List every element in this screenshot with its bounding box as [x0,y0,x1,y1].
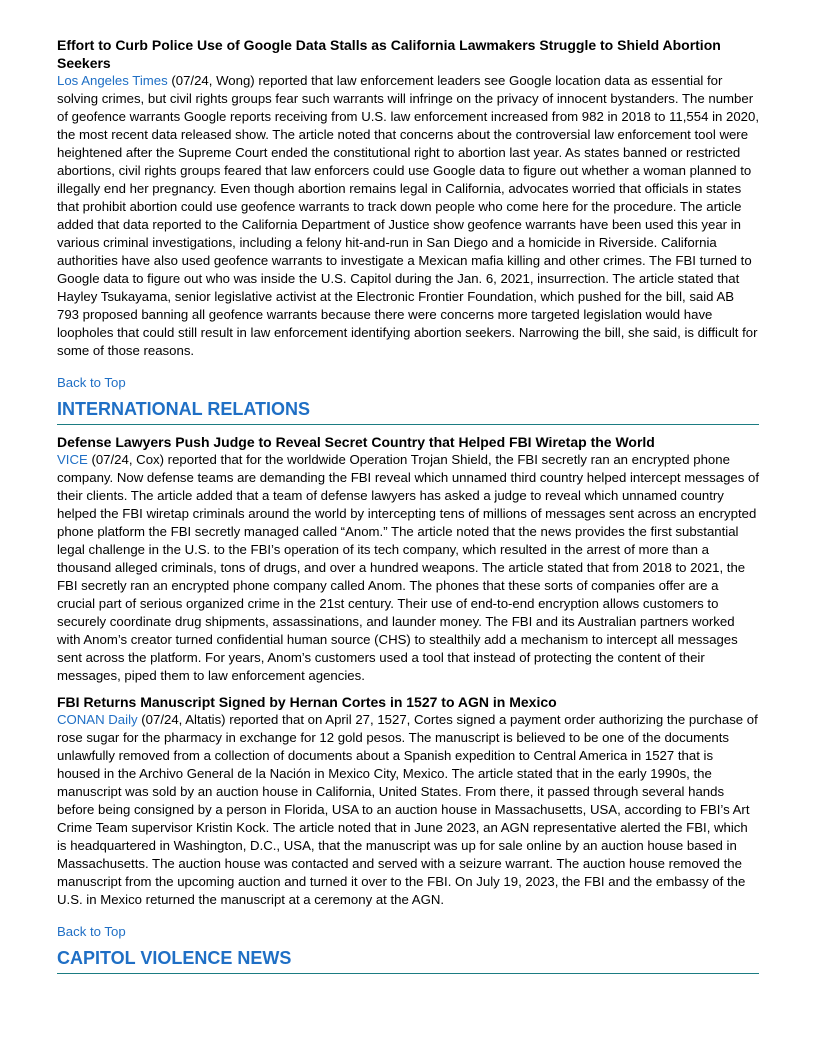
section-heading-international-relations: INTERNATIONAL RELATIONS [57,396,759,425]
article-body [57,72,759,360]
article-google-data [57,36,759,360]
article-text: (07/24, Wong) reported that law enforcement leaders see Google location data as essential for solving crimes, but civil rights groups fear such warrants will infringe on the privacy of innocent bystanders. The number of geofence warrants Google reports receiving from U.S. law enforcement increased from 982 in 2018 to 11,554 in 2020, the most recent data released show. The article noted that concerns about the controversial law enforcement tool were heightened after the Supreme Court ended the constitutional right to abortion last year. As states banned or restricted abortions, civil rights groups feared that law enforcers could use Google data to figure out whether a woman planned to illegally end her pregnancy. Even though abortion remains legal in California, advocates worried that officials in states that prohibit abortion could use geofence warrants to track down people who come here for the procedure. The article added that data reported to the California Department of Justice show geofence warrants have been used this year in various criminal investigations, including a felony hit-and-run in San Diego and a homicide in Riverside. California authorities have also used geofence warrants to investigate a Mexican mafia killing and other crimes. The FBI turned to Google data to figure out who was inside the U.S. Capitol during the Jan. 6, 2021, insurrection. The article stated that Hayley Tsukayama, senior legislative activist at the Electronic Frontier Foundation, which pushed for the bill, said AB 793 proposed banning all geofence warrants because there were concerns more targeted legislation would have loopholes that could still result in law enforcement identifying abortion seekers. Narrowing the bill, she said, is difficult for some of those reasons. [57,73,760,358]
section-heading-capitol-violence-news: CAPITOL VIOLENCE NEWS [57,945,759,974]
article-title: Effort to Curb Police Use of Google Data Stalls as California Lawmakers Struggle to Shield Abortion Seekers [57,37,721,71]
source-link[interactable]: Los Angeles Times [57,73,168,88]
source-link[interactable]: VICE [57,452,88,467]
article-body [57,451,759,685]
article-title: FBI Returns Manuscript Signed by Hernan Cortes in 1527 to AGN in Mexico [57,694,557,710]
article-title: Defense Lawyers Push Judge to Reveal Secret Country that Helped FBI Wiretap the World [57,434,655,450]
article-body [57,711,759,909]
article-text: (07/24, Altatis) reported that on April 27, 1527, Cortes signed a payment order authorizing the purchase of rose sugar for the pharmacy in exchange for 12 gold pesos. The manuscript is believed to be one of the documents unlawfully removed from a collection of documents about a Spanish expedition to Central America in 1527 that is housed in the Archivo General de la Nación in Mexico City, Mexico. The article stated that in the early 1990s, the manuscript was sold by an auction house in California, United States. From there, it passed through several hands before being consigned by a person in Florida, USA to an auction house in Massachusetts, USA, according to FBI’s Art Crime Team supervisor Kristin Kock. The article noted that in June 2023, an AGN representative alerted the FBI, which is headquartered in Washington, D.C., USA, that the manuscript was up for sale online by an auction house based in Massachusetts. The auction house was contacted and served with a seizure warrant. The auction house removed the manuscript from the upcoming auction and turned it over to the FBI. On July 19, 2023, the FBI and the embassy of the U.S. in Mexico returned the manuscript at a ceremony at the AGN. [57,712,758,907]
document-page [57,36,759,974]
article-text: (07/24, Cox) reported that for the worldwide Operation Trojan Shield, the FBI secretly ran an encrypted phone company. Now defense teams are demanding the FBI reveal which unnamed third country helped intercept messages of their clients. The article added that a team of defense lawyers has asked a judge to reveal which unnamed country helped the FBI wiretap criminals around the world by intercepting tens of millions of messages sent across an encrypted phone platform the FBI secretly managed called “Anom.” The article noted that the news provides the first substantial legal challenge in the U.S. to the FBI’s operation of its tech company, which resulted in the arrest of more than a thousand alleged criminals, tons of drugs, and over a hundred weapons. The article stated that from 2018 to 2021, the FBI secretly ran an encrypted phone company called Anom. The phones that these sorts of companies offer are a crucial part of serious organized crime in the 21st century. Their use of end-to-end encryption allows customers to securely coordinate drug shipments, assassinations, and launder money. The FBI and its Australian partners worked with Anom’s creator turned confidential human source (CHS) to stealthily add a mechanism to intercept all messages sent across the platform. For years, Anom’s customers used a tool that instead of protecting the content of their messages, piped them to law enforcement agencies. [57,452,760,683]
back-to-top-link[interactable]: Back to Top [57,375,126,390]
article-anom-wiretap [57,433,759,685]
source-link[interactable]: CONAN Daily [57,712,138,727]
article-cortes-manuscript [57,693,759,909]
back-to-top-link[interactable]: Back to Top [57,924,126,939]
